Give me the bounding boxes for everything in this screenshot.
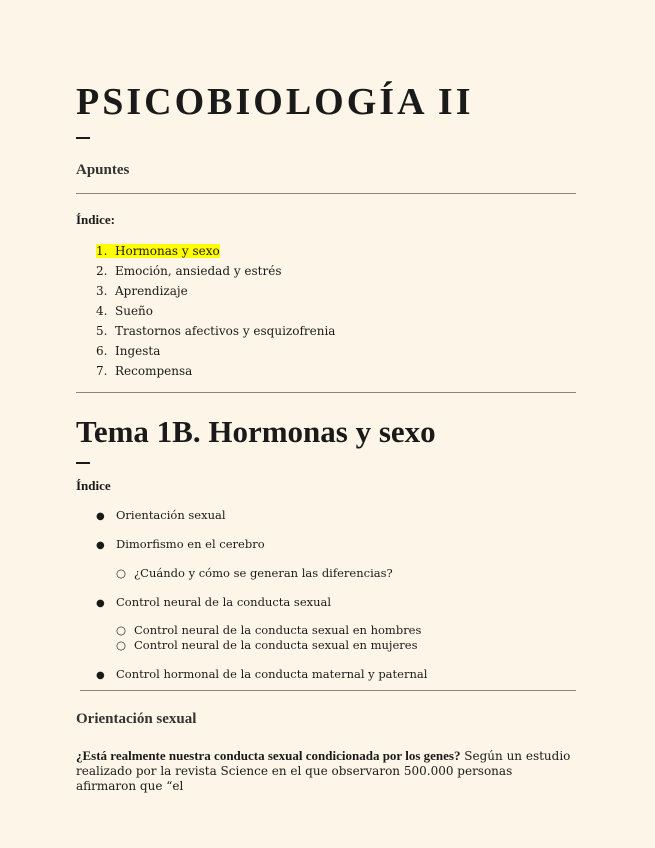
index-item-number: 4. — [96, 304, 108, 318]
document-subtitle: Apuntes — [76, 162, 130, 178]
bullet-label: Orientación sexual — [116, 508, 226, 522]
index-item-number: 7. — [96, 364, 108, 378]
bullet-label: Control hormonal de la conducta maternal y paternal — [116, 667, 428, 681]
divider — [76, 193, 576, 194]
bullet-circle-icon: ○ — [116, 638, 127, 652]
index-item-label: Trastornos afectivos y esquizofrenia — [115, 324, 336, 338]
subheading: Orientación sexual — [76, 711, 197, 727]
index-item-number: 2. — [96, 264, 108, 278]
index-item-label: Ingesta — [115, 344, 161, 358]
bullet-label: Control neural de la conducta sexual — [116, 595, 332, 609]
bullet-label: Control neural de la conducta sexual en hombres — [134, 623, 422, 637]
index-item-number: 5. — [96, 324, 108, 338]
index-item-highlight — [96, 244, 220, 258]
bullet-item — [96, 537, 265, 553]
bullet-dot-icon: ● — [96, 598, 105, 609]
bullet-dot-icon: ● — [96, 670, 105, 681]
index-item-number: 6. — [96, 344, 108, 358]
bullet-label: Control neural de la conducta sexual en mujeres — [134, 638, 418, 652]
bullet-circle-icon: ○ — [116, 623, 127, 637]
index-item-number: 3. — [96, 284, 108, 298]
bullet-label: ¿Cuándo y cómo se generan las diferencias? — [134, 566, 393, 580]
sub-bullet-item — [116, 623, 421, 638]
sub-bullet-item — [116, 638, 417, 653]
body-paragraph — [76, 748, 576, 794]
index-item — [96, 261, 335, 281]
divider — [76, 392, 576, 393]
index-item — [96, 301, 335, 321]
bullet-circle-icon: ○ — [116, 566, 127, 580]
bullet-item — [96, 667, 427, 683]
index-item-number: 1. — [96, 244, 108, 258]
index-list — [96, 241, 335, 381]
index-item-label: Aprendizaje — [115, 284, 188, 298]
index-item — [96, 241, 335, 261]
index-label: Índice: — [76, 212, 115, 227]
title-dash — [76, 137, 90, 139]
section-index-label: Índice — [76, 478, 111, 493]
index-item — [96, 321, 335, 341]
document-title: PSICOBIOLOGÍA II — [76, 81, 474, 123]
bullet-dot-icon: ● — [96, 511, 105, 522]
index-item-label: Recompensa — [115, 364, 193, 378]
divider — [80, 690, 576, 691]
index-item — [96, 361, 335, 381]
index-item-label: Sueño — [115, 304, 154, 318]
bullet-label: Dimorfismo en el cerebro — [116, 537, 265, 551]
sub-bullet-item — [116, 566, 393, 581]
bullet-dot-icon: ● — [96, 540, 105, 551]
index-item-label: Emoción, ansiedad y estrés — [115, 264, 282, 278]
index-item — [96, 281, 335, 301]
bullet-item — [96, 595, 331, 611]
bullet-item — [96, 508, 226, 524]
index-item-label: Hormonas y sexo — [115, 244, 220, 258]
index-item — [96, 341, 335, 361]
section-title-dash — [76, 462, 90, 464]
paragraph-text: Según un estudio realizado por la revista Science en el que observaron 500.000 personas afirmaron que “el — [76, 749, 571, 793]
paragraph-bold-lead: ¿Está realmente nuestra conducta sexual condicionada por los genes? — [76, 748, 461, 763]
section-title: Tema 1B. Hormonas y sexo — [76, 414, 436, 449]
